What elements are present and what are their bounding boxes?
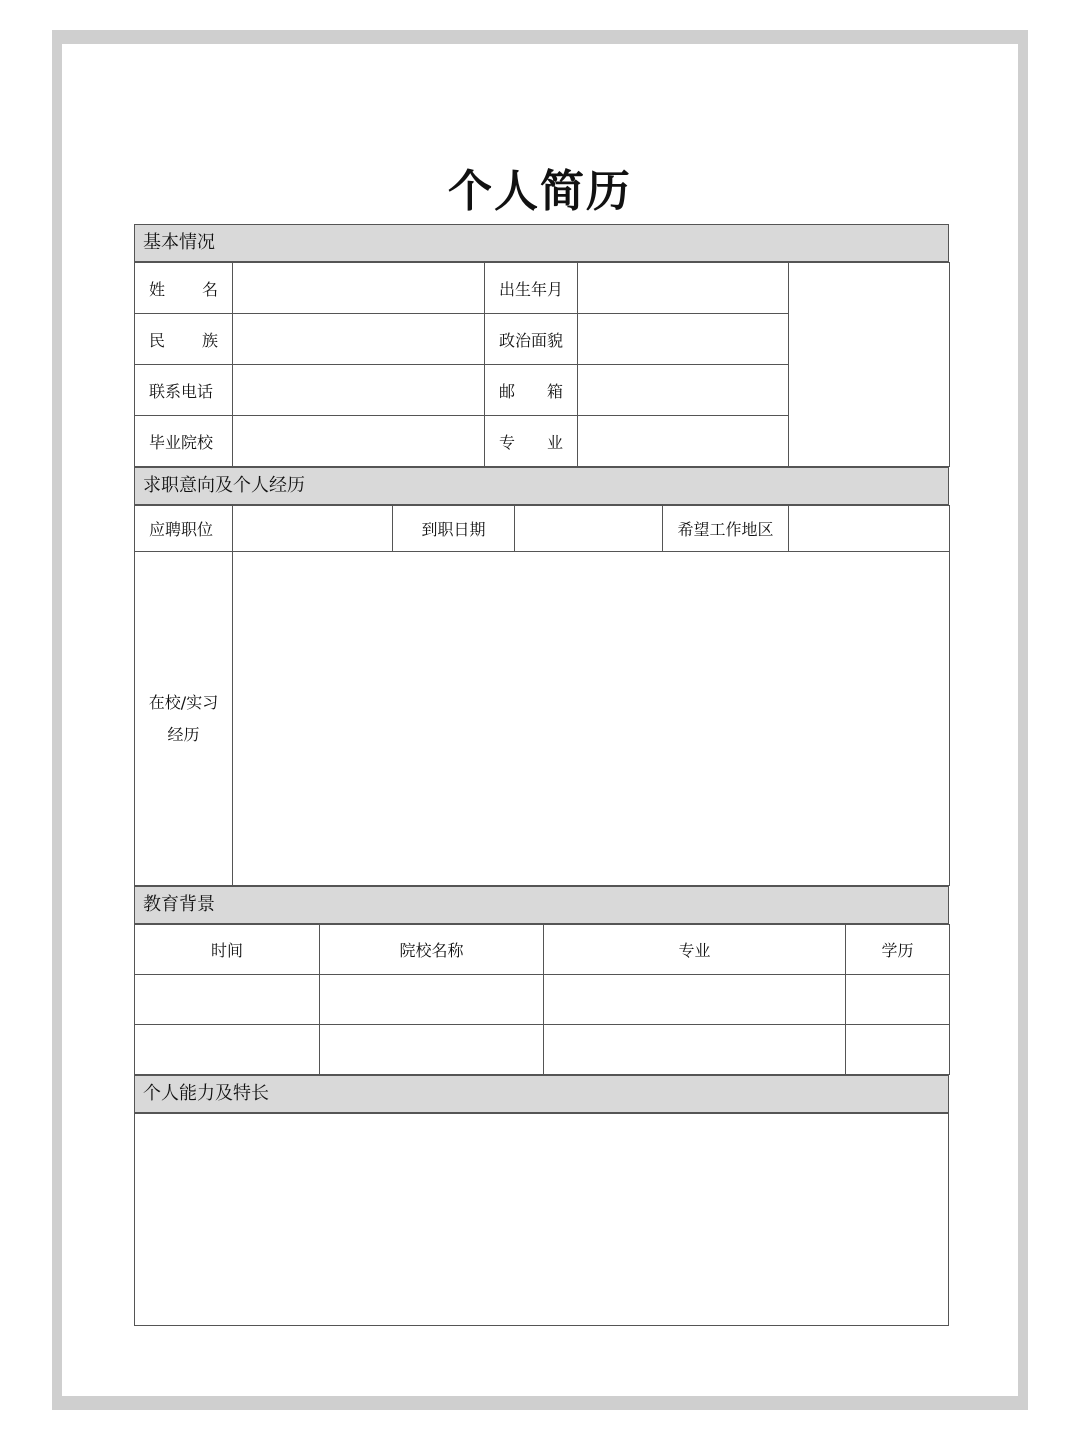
- section-header-intent: 求职意向及个人经历: [134, 467, 949, 505]
- experience-row: [135, 552, 950, 886]
- experience-field[interactable]: [233, 552, 950, 886]
- email-label: 邮 箱: [485, 365, 578, 416]
- education-major-field[interactable]: [544, 975, 846, 1025]
- education-major-field[interactable]: [544, 1025, 846, 1075]
- birth-date-label: 出生年月: [485, 263, 578, 314]
- col-time: 时间: [135, 925, 320, 975]
- political-status-field[interactable]: [578, 314, 789, 365]
- education-header-row: [135, 925, 950, 975]
- skills-row: [135, 1114, 949, 1326]
- education-table: [134, 924, 950, 1075]
- resume-title: 个人简历: [448, 166, 632, 217]
- start-date-field[interactable]: [515, 506, 663, 552]
- major-label: 专 业: [485, 416, 578, 467]
- birth-date-field[interactable]: [578, 263, 789, 314]
- table-row: [135, 975, 950, 1025]
- start-date-label: 到职日期: [393, 506, 515, 552]
- intent-row: [135, 506, 950, 552]
- name-label: 姓 名: [135, 263, 233, 314]
- email-field[interactable]: [578, 365, 789, 416]
- ethnicity-label: 民 族: [135, 314, 233, 365]
- col-degree: 学历: [846, 925, 950, 975]
- school-field[interactable]: [233, 416, 485, 467]
- phone-label: 联系电话: [135, 365, 233, 416]
- education-school-field[interactable]: [320, 975, 544, 1025]
- intent-table: [134, 505, 950, 886]
- education-school-field[interactable]: [320, 1025, 544, 1075]
- name-field[interactable]: [233, 263, 485, 314]
- section-header-skills: 个人能力及特长: [134, 1075, 949, 1113]
- skills-field[interactable]: [135, 1114, 949, 1326]
- political-status-label: 政治面貌: [485, 314, 578, 365]
- col-major: 专业: [544, 925, 846, 975]
- ethnicity-field[interactable]: [233, 314, 485, 365]
- major-field[interactable]: [578, 416, 789, 467]
- section-header-basic: 基本情况: [134, 224, 949, 262]
- region-label: 希望工作地区: [663, 506, 789, 552]
- resume-form: [134, 224, 949, 1326]
- education-degree-field[interactable]: [846, 1025, 950, 1075]
- col-school-name: 院校名称: [320, 925, 544, 975]
- basic-row: [135, 263, 950, 314]
- position-label: 应聘职位: [135, 506, 233, 552]
- experience-label: 在校/实习 经历: [135, 552, 233, 886]
- education-time-field[interactable]: [135, 975, 320, 1025]
- table-row: [135, 1025, 950, 1075]
- education-degree-field[interactable]: [846, 975, 950, 1025]
- position-field[interactable]: [233, 506, 393, 552]
- region-field[interactable]: [789, 506, 950, 552]
- school-label: 毕业院校: [135, 416, 233, 467]
- skills-table: [134, 1113, 949, 1326]
- phone-field[interactable]: [233, 365, 485, 416]
- basic-info-table: [134, 262, 950, 467]
- education-time-field[interactable]: [135, 1025, 320, 1075]
- section-header-education: 教育背景: [134, 886, 949, 924]
- photo-cell[interactable]: [789, 263, 950, 467]
